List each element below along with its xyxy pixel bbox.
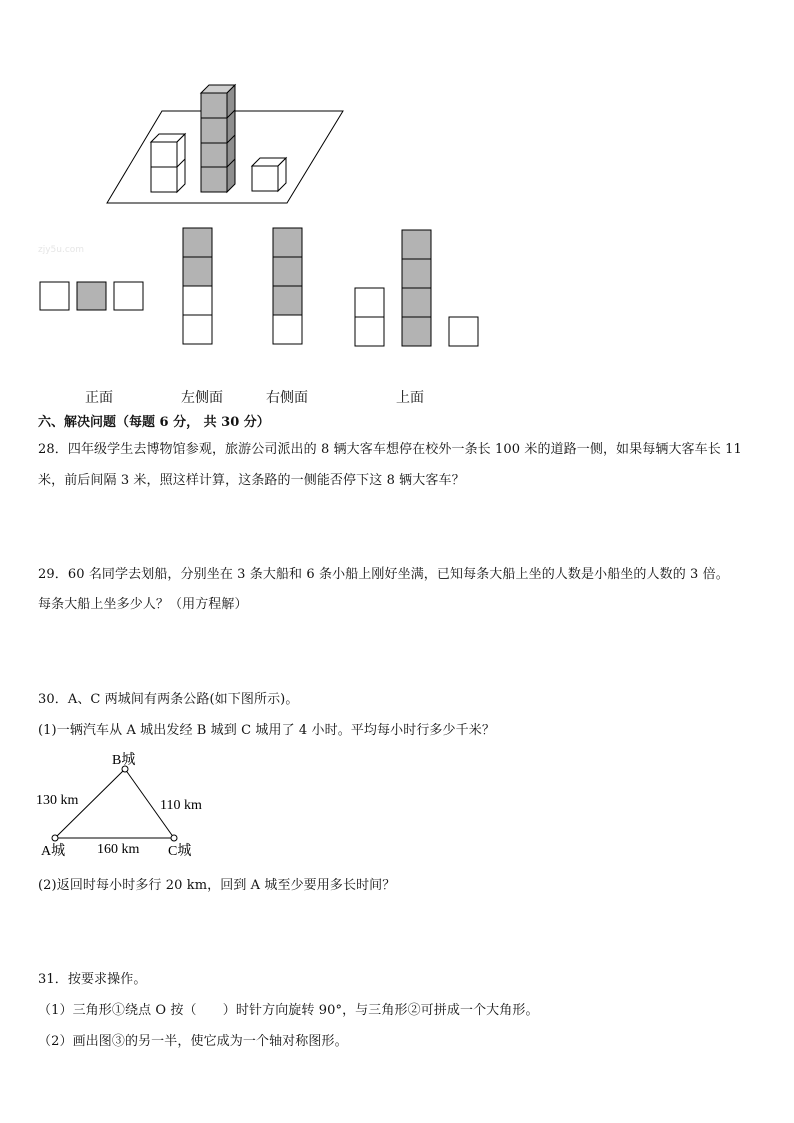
label-b-city: B城	[112, 753, 136, 768]
label-ab-distance: 130 km	[36, 793, 79, 808]
q28-line1: 28．四年级学生去博物馆参观，旅游公司派出的 8 辆大客车想停在校外一条长 100 米的道路一侧，如果每辆大客车长 11	[38, 442, 742, 457]
q31-line2: （1）三角形①绕点 O 按（ ）时针方向旋转 90°，与三角形②可拼成一个大角形。	[38, 1003, 539, 1018]
q29-line2: 每条大船上坐多少人？（用方程解）	[38, 597, 248, 612]
top-view	[355, 230, 478, 346]
label-right-view: 右侧面	[266, 390, 308, 406]
label-bc-distance: 110 km	[160, 798, 202, 813]
watermark: zjy5u.com	[38, 245, 85, 255]
label-front-view: 正面	[85, 390, 113, 406]
cube-column-double	[151, 134, 185, 192]
q31-line3: （2）画出图③的另一半，使它成为一个轴对称图形。	[38, 1034, 348, 1049]
point-a	[52, 835, 58, 841]
label-ac-distance: 160 km	[97, 842, 140, 857]
triangle-diagram	[30, 745, 230, 865]
cube-figure	[0, 0, 794, 215]
label-a-city: A城	[41, 844, 66, 859]
q30-line2: (1)一辆汽车从 A 城出发经 B 城到 C 城用了 4 小时。平均每小时行多少千米？	[38, 723, 495, 738]
label-top-view: 上面	[396, 390, 424, 406]
q31-line1: 31．按要求操作。	[38, 972, 147, 987]
cube-column-tall	[201, 85, 235, 192]
point-c	[171, 835, 177, 841]
view-diagrams	[0, 215, 794, 355]
q28-line2: 米，前后间隔 3 米，照这样计算，这条路的一侧能否停下这 8 辆大客车？	[38, 473, 465, 488]
right-view	[273, 228, 302, 344]
label-left-view: 左侧面	[181, 390, 223, 406]
q30-line1: 30．A、C 两城间有两条公路(如下图所示)。	[38, 692, 299, 707]
left-view	[183, 228, 212, 344]
section-title: 六、解决问题（每题 6 分， 共 30 分）	[38, 415, 270, 430]
front-view	[40, 282, 143, 310]
cube-single	[252, 158, 286, 191]
q29-line1: 29．60 名同学去划船，分别坐在 3 条大船和 6 条小船上刚好坐满，已知每条大船上坐的人数是小船坐的人数的 3 倍。	[38, 567, 729, 582]
q30-line3: (2)返回时每小时多行 20 km，回到 A 城至少要用多长时间？	[38, 878, 396, 893]
label-c-city: C城	[168, 844, 192, 859]
